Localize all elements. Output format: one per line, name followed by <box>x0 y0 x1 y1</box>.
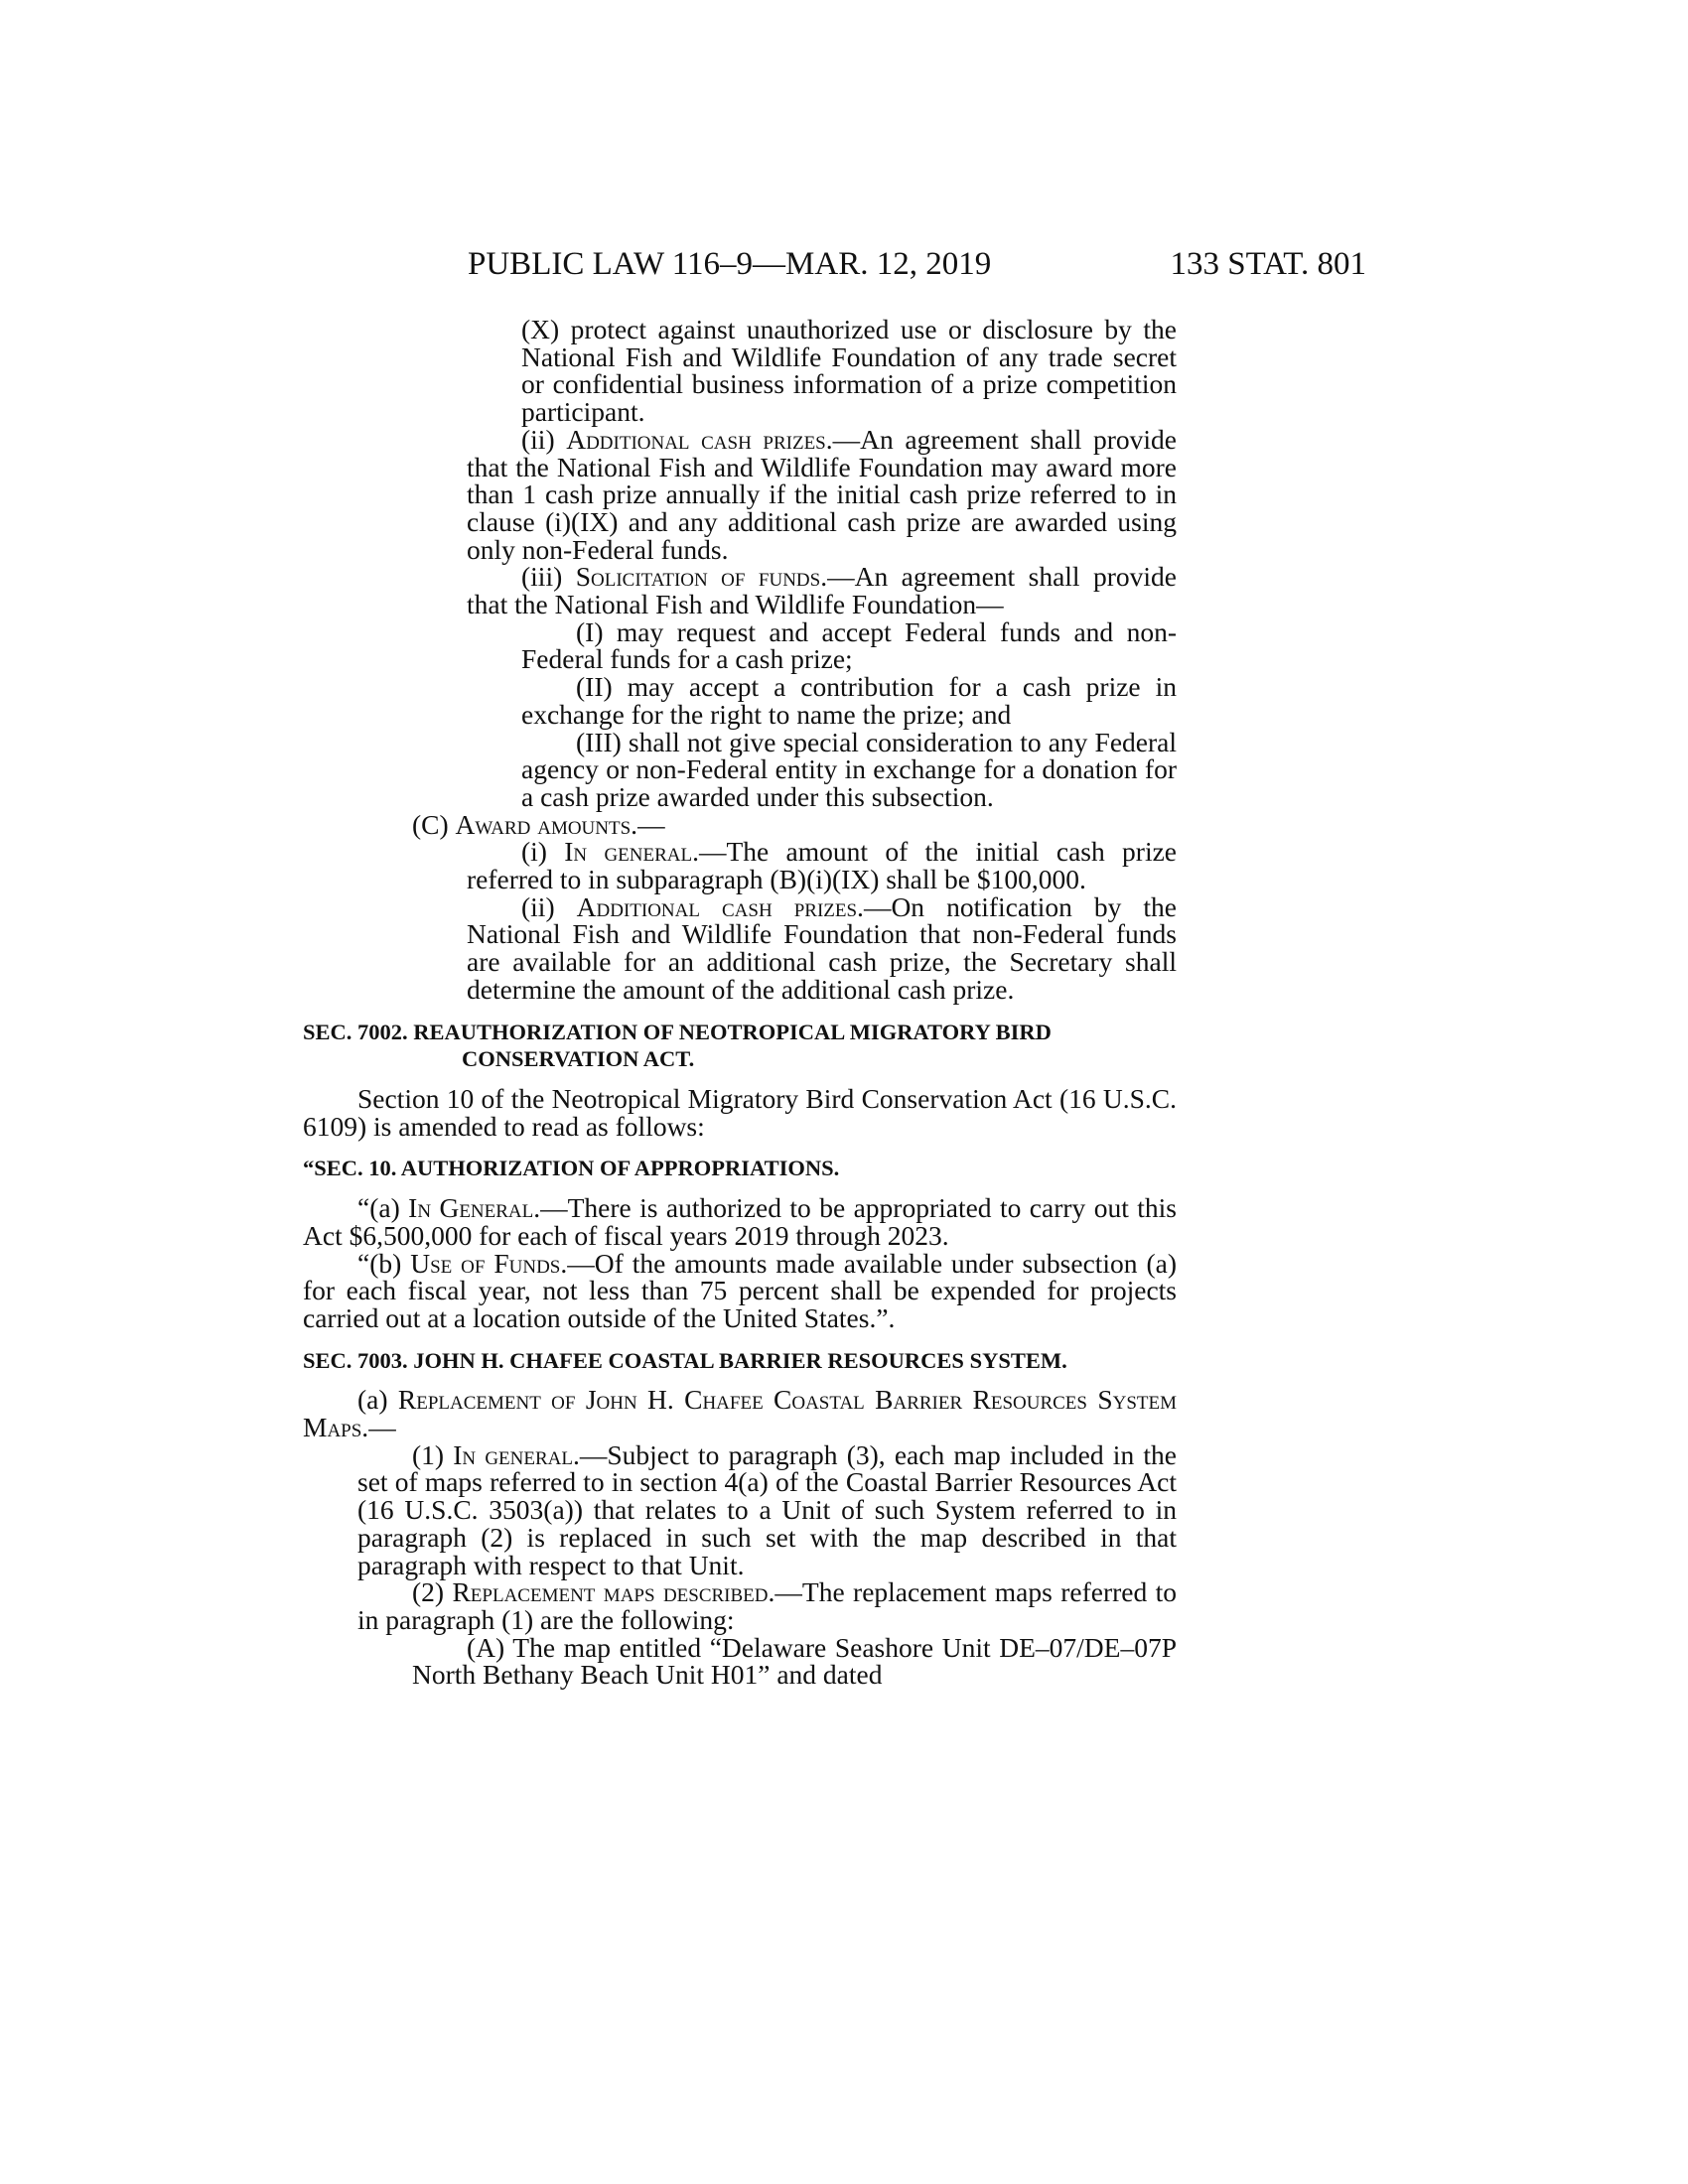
subclause-iii: (III) shall not give special consideration to any Federal agency or non-Federal entity in exchange for a donation for a cash prize awarded under this subsection. <box>521 726 1177 812</box>
clause-heading: Additional cash prizes. <box>566 423 833 455</box>
clause-ii-additional-cash-prizes <box>303 423 1177 565</box>
subparagraph-a-map: (A) The map entitled “Delaware Seashore Unit DE–07/DE–07P North Bethany Beach Unit H01” and dated <box>412 1631 1177 1691</box>
subparagraph-c-clause-ii: (ii) Additional cash prizes.—On notification by the National Fish and Wildlife Foundation that non-Federal funds are available for an additional cash prize, the Secretary shall determine the amount of the additional cash prize. <box>467 890 1177 1005</box>
clause-num: (ii) <box>521 423 555 455</box>
subclause-ii: (II) may accept a contribution for a cash prize in exchange for the right to name the prize; and <box>521 671 1177 730</box>
clause-x: (X) protect against unauthorized use or disclosure by the National Fish and Wildlife Foundation of any trade secret or confidential business information of a prize competition participant. <box>521 314 1177 428</box>
page-number: 133 STAT. 801 <box>1170 246 1366 282</box>
paragraph-1-in-general: (1) In general.—Subject to paragraph (3), each map included in the set of maps referred to in section 4(a) of the Coastal Barrier Resources Act (16 U.S.C. 3503(a)) that relates to a Unit of such System referred to in paragraph (2) is replaced in such set with the map described in that paragraph with respect to that Unit. <box>357 1438 1177 1580</box>
section-7002-intro: Section 10 of the Neotropical Migratory Bird Conservation Act (16 U.S.C. 6109) is amended to read as follows: <box>303 1082 1177 1142</box>
running-header <box>468 246 1366 286</box>
clause-iii-solicitation: (iii) Solicitation of funds.—An agreement shall provide that the National Fish and Wildlife Foundation— <box>467 561 1178 620</box>
subclause-i: (I) may request and accept Federal funds and non-Federal funds for a cash prize; <box>521 615 1177 675</box>
subsection-a-replacement-maps: (a) Replacement of John H. Chafee Coastal Barrier Resources System Maps.— <box>303 1384 1178 1443</box>
quoted-subsection-a: “(a) In General.—There is authorized to be appropriated to carry out this Act $6,500,000 for each of fiscal years 2019 through 2023. <box>303 1192 1177 1251</box>
paragraph-2-replacement-maps: (2) Replacement maps described.—The replacement maps referred to in paragraph (1) are the following: <box>357 1576 1177 1635</box>
quoted-subsection-b: “(b) Use of Funds.—Of the amounts made available under subsection (a) for each fiscal year, not less than 75 percent shall be expended for projects carried out at a location outside of the United States.”. <box>303 1247 1177 1333</box>
clause-text: —An agreement shall provide that the National Fish and Wildlife Foundation may award more than 1 cash prize annually if the initial cash prize referred to in clause (i)(IX) and any additional cash prize are awarded using only non-Federal funds. <box>467 423 1177 565</box>
section-7002-heading: SEC. 7002. REAUTHORIZATION OF NEOTROPICAL MIGRATORY BIRD CONSERVATION ACT. <box>303 1019 1052 1072</box>
subparagraph-c: (C) Award amounts.— <box>412 808 665 840</box>
document-body <box>303 316 1177 1689</box>
quoted-section-10-heading: “SEC. 10. AUTHORIZATION OF APPROPRIATIONS. <box>303 1156 840 1181</box>
section-7003-heading: SEC. 7003. JOHN H. CHAFEE COASTAL BARRIER RESOURCES SYSTEM. <box>303 1347 1067 1373</box>
law-citation: PUBLIC LAW 116–9—MAR. 12, 2019 <box>468 246 992 282</box>
subparagraph-c-clause-i: (i) In general.—The amount of the initial cash prize referred to in subparagraph (B)(i)(IX) shall be $100,000. <box>467 836 1177 895</box>
